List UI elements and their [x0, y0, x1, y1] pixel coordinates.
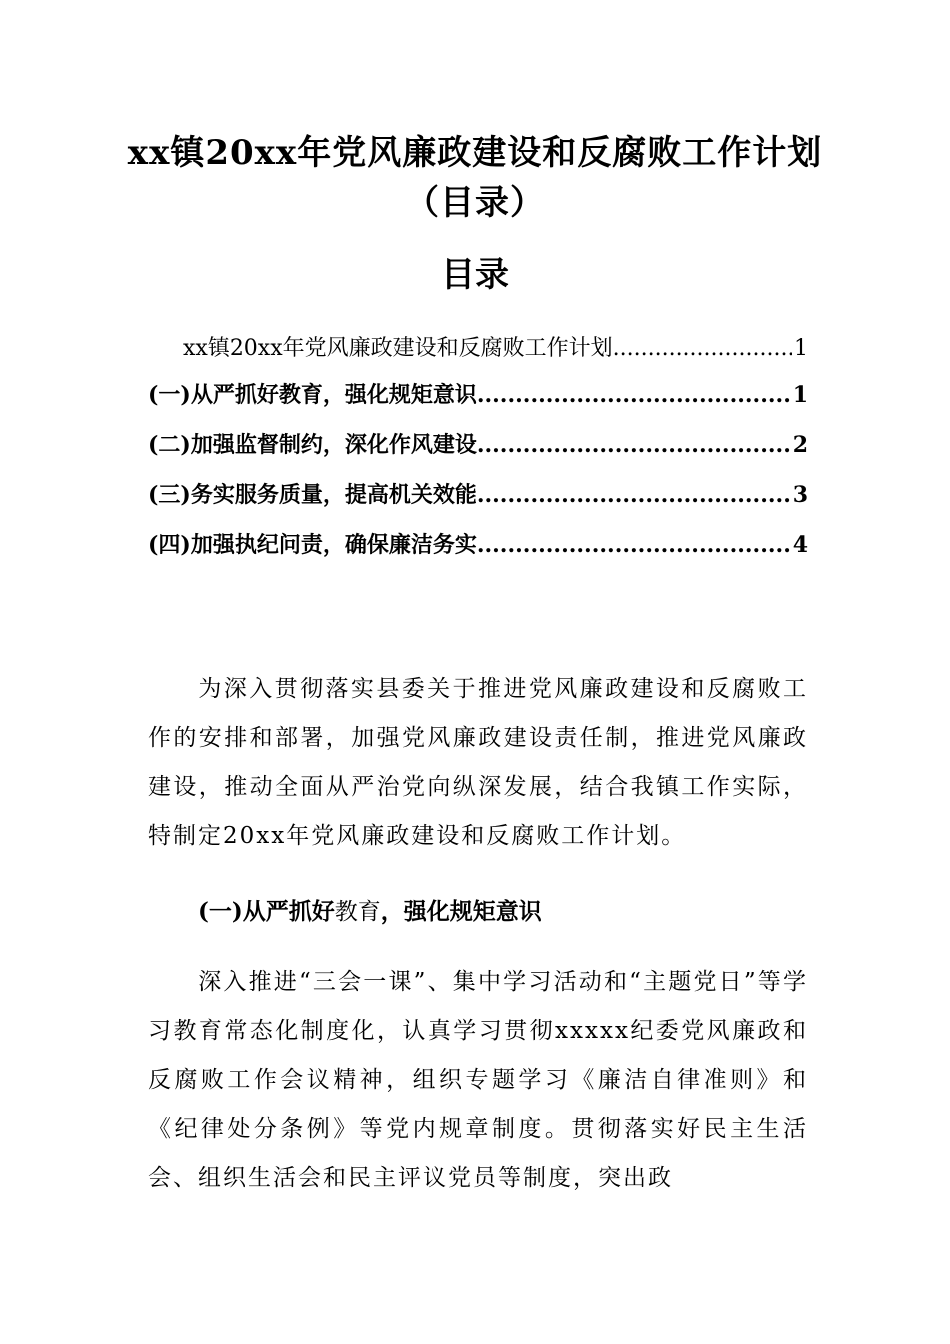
toc-entry-section-3[interactable]	[148, 476, 808, 510]
intro-paragraph-text: 为深入贯彻落实县委关于推进党风廉政建设和反腐败工作的安排和部署，加强党风廉政建设责任制，推进党风廉政建设，推动全面从严治党向纵深发展，结合我镇工作实际，特制定20xx年党风廉政建设和反腐败工作计划。	[148, 676, 808, 849]
toc-entry-label: (四)加强执纪问责，确保廉洁务实	[148, 532, 477, 558]
toc-leader-dots	[477, 530, 791, 560]
toc-entry-main[interactable]	[183, 330, 808, 364]
toc-page-number: 1	[792, 382, 808, 408]
document-title: xx镇20xx年党风廉政建设和反腐败工作计划（目录）	[127, 133, 823, 223]
section-1-paragraph	[148, 958, 808, 1203]
toc-leader-dots	[477, 480, 791, 510]
toc-entry-label: xx镇20xx年党风廉政建设和反腐败工作计划	[183, 336, 613, 361]
toc-entry-section-2[interactable]	[148, 426, 808, 460]
toc-leader-dots	[477, 430, 791, 460]
toc-leader-dots	[477, 380, 791, 410]
toc-page-number: 1	[794, 336, 808, 361]
toc-entry-label: (一)从严抓好教育，强化规矩意识	[148, 382, 477, 408]
toc-entry-label: (二)加强监督制约，深化作风建设	[148, 432, 477, 458]
toc-leader-dots	[613, 334, 792, 364]
section-1-heading-part-a: (一)从严抓好	[198, 898, 335, 925]
section-1-heading-part-light: 教育	[334, 899, 381, 925]
toc-page-number: 3	[792, 482, 808, 508]
section-1-heading-part-b: ，强化规矩意识	[380, 898, 542, 925]
toc-entry-section-1[interactable]	[148, 376, 808, 410]
toc-page-number: 4	[792, 532, 808, 558]
section-1-paragraph-text: 深入推进“三会一课”、集中学习活动和“主题党日”等学习教育常态化制度化，认真学习贯彻xxxxx纪委党风廉政和反腐败工作会议精神，组织专题学习《廉洁自律准则》和《纪律处分条例》等党内规章制度。贯彻落实好民主生活会、组织生活会和民主评议党员等制度，突出政	[148, 969, 808, 1191]
toc-entry-section-4[interactable]	[148, 526, 808, 560]
toc-heading: 目录	[441, 255, 509, 295]
intro-paragraph	[148, 665, 808, 861]
toc-page-number: 2	[792, 432, 808, 458]
section-1-heading	[198, 892, 542, 932]
toc-entry-label: (三)务实服务质量，提高机关效能	[148, 482, 477, 508]
